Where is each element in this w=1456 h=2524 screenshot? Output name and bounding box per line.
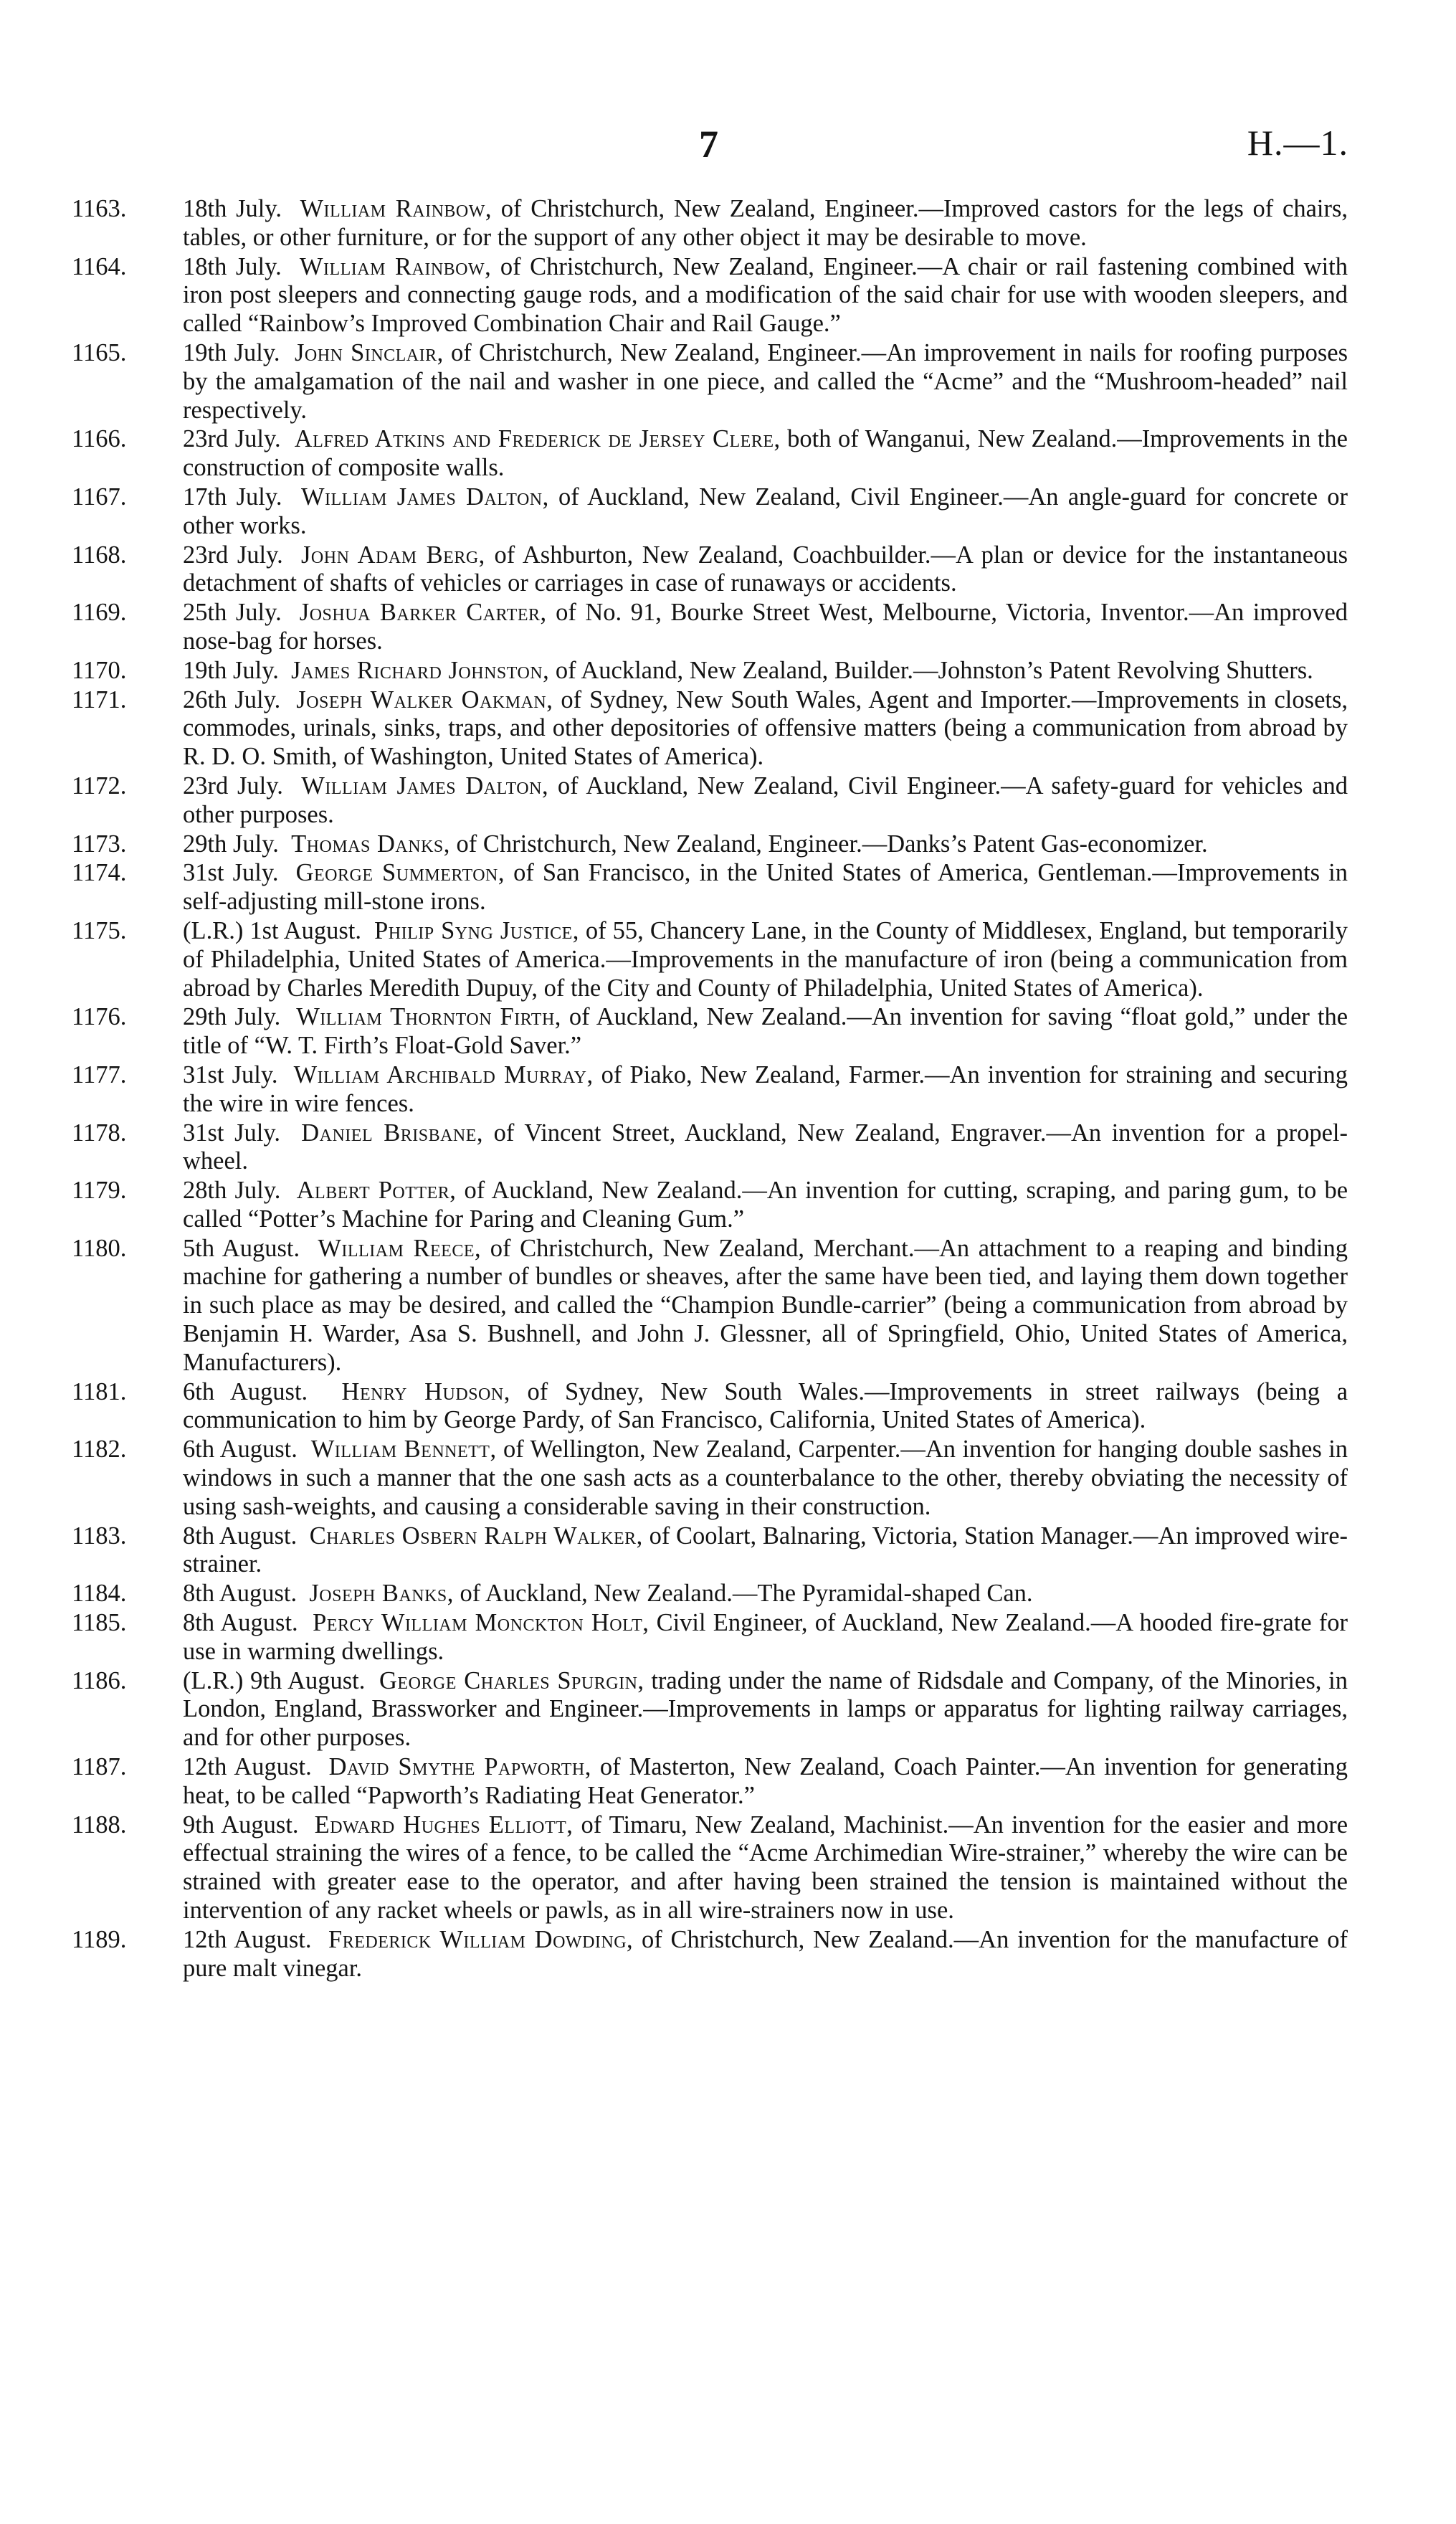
applicant-name: George Charles Spurgin, [379, 1666, 644, 1694]
entry-date: 18th July. [183, 195, 282, 222]
entry-number: 1181. [72, 1377, 127, 1405]
patent-entry [72, 917, 1348, 1002]
patent-entry [72, 859, 1348, 916]
entry-description: of Auckland, New Zealand.—The Pyramidal-shaped Can. [460, 1580, 1033, 1608]
entry-date: 29th July. [183, 1003, 281, 1031]
entry-description: of Auckland, New Zealand, Civil Engineer.—An angle-guard for concrete or other works. [183, 483, 1348, 539]
entry-description: of Christchurch, New Zealand.—An invention for the manufacture of pure malt vinegar. [183, 1925, 1348, 1982]
entry-number: 1171. [72, 685, 127, 713]
patent-entry [72, 425, 1348, 483]
entry-description: of Auckland, New Zealand.—An invention for cutting, scraping, and paring gum, to be called “Potter’s Machine for Paring and Cleaning Gum.” [183, 1177, 1348, 1233]
entry-date: 19th July. [183, 338, 280, 366]
entry-number: 1164. [72, 252, 127, 280]
applicant-name: George Summerton, [295, 859, 505, 887]
entry-description: Civil Engineer, of Auckland, New Zealand.—A hooded fire-grate for use in warming dwellings. [183, 1609, 1348, 1665]
entry-description: of Christchurch, New Zealand, Engineer.—An improvement in nails for roofing purposes by the amalgamation of the nail and washer in one piece, and called the “Acme” and the “Mushroom-headed” nail respectively. [183, 338, 1348, 424]
entry-description: of Auckland, New Zealand, Civil Engineer.—A safety-guard for vehicles and other purposes. [183, 772, 1348, 828]
entry-date: 29th July. [183, 830, 279, 858]
applicant-name: Charles Osbern Ralph Walker, [309, 1522, 643, 1550]
applicant-name: Frederick William Dowding, [328, 1925, 634, 1953]
patent-entry [72, 1119, 1348, 1177]
applicant-name: William Bennett, [310, 1436, 497, 1463]
entry-description: of Auckland, New Zealand.—An invention for saving “float gold,” under the title of “W. T. Firth’s Float-Gold Saver.” [183, 1003, 1348, 1060]
entry-date: (L.R.) 9th August. [183, 1666, 366, 1694]
patent-entry [72, 1378, 1348, 1436]
patent-entry [72, 1580, 1348, 1608]
entry-description: both of Wanganui, New Zealand.—Improvements in the construction of composite walls. [183, 425, 1348, 482]
entry-description: of Auckland, New Zealand, Builder.—Johnston’s Patent Revolving Shutters. [555, 656, 1313, 684]
applicant-name: Alfred Atkins and Frederick de Jersey Clere, [294, 425, 781, 453]
entry-description: of No. 91, Bourke Street West, Melbourne, Victoria, Inventor.—An improved nose-bag for horses. [183, 599, 1348, 655]
applicant-name: Henry Hudson, [341, 1377, 510, 1405]
entry-description: of 55, Chancery Lane, in the County of Middlesex, England, but temporarily of Philadelphia, United States of America.—Improvements in the manufacture of iron (being a communication from abroad by Charles Meredith Dupuy, of the City and County of Philadelphia, United States of America). [183, 916, 1348, 1002]
applicant-name: William Archibald Murray, [293, 1061, 594, 1088]
patent-entry [72, 599, 1348, 656]
applicant-name: William Thornton Firth, [296, 1003, 561, 1031]
entry-number: 1173. [72, 830, 127, 858]
entry-number: 1165. [72, 338, 127, 366]
entry-date: 31st July. [183, 1061, 278, 1088]
entry-description: of Christchurch, New Zealand, Engineer.—Improved castors for the legs of chairs, tables, or other furniture, or for the support of any other object it may be desirable to move. [183, 195, 1348, 251]
patent-entry [72, 686, 1348, 772]
entry-description: of Christchurch, New Zealand, Merchant.—An attachment to a reaping and binding machine for gathering a number of bundles or sheaves, after the same have been tied, and laying them down together in such place as may be desired, and called the “Champion Bundle-carrier” (being a communication from abroad by Benjamin H. Warder, Asa S. Bushnell, and John J. Glessner, all of Springfield, Ohio, United States of America, Manufacturers). [183, 1234, 1348, 1376]
patent-entry [72, 1061, 1348, 1119]
entry-date: 8th August. [183, 1609, 298, 1637]
entry-date: 23rd July. [183, 425, 281, 453]
entry-date: 28th July. [183, 1177, 281, 1205]
patent-entry [72, 830, 1348, 859]
applicant-name: John Adam Berg, [301, 541, 485, 569]
entry-number: 1188. [72, 1811, 127, 1839]
entry-date: 8th August. [183, 1580, 298, 1608]
applicant-name: William Reece, [318, 1234, 482, 1262]
patent-entry [72, 1235, 1348, 1377]
entry-description: trading under the name of Ridsdale and Company, of the Minories, in London, England, Brassworker and Engineer.—Improvements in lamps or apparatus for lighting railway carriages, and for other purposes. [183, 1666, 1348, 1752]
entry-number: 1183. [72, 1522, 127, 1550]
entry-number: 1180. [72, 1234, 127, 1262]
entry-date: 19th July. [183, 656, 279, 684]
entry-number: 1172. [72, 772, 127, 800]
entry-description: of Christchurch, New Zealand, Engineer.—Danks’s Patent Gas-economizer. [456, 830, 1208, 858]
entry-description: of San Francisco, in the United States of America, Gentleman.—Improvements in self-adjusting mill-stone irons. [183, 859, 1348, 916]
entry-number: 1182. [72, 1436, 127, 1463]
entry-description: of Sydney, New South Wales.—Improvements in street railways (being a communication to him by George Pardy, of San Francisco, California, United States of America). [183, 1377, 1348, 1434]
patent-entry [72, 1609, 1348, 1666]
entry-date: 26th July. [183, 685, 281, 713]
entry-number: 1189. [72, 1925, 127, 1953]
entry-date: 18th July. [183, 252, 282, 280]
entry-description: of Christchurch, New Zealand, Engineer.—A chair or rail fastening combined with iron post sleepers and connecting gauge rods, and a modification of the said chair for use with wooden sleepers, and called “Rainbow’s Improved Combination Chair and Rail Gauge.” [183, 252, 1348, 338]
entry-number: 1178. [72, 1119, 127, 1147]
patent-entry [72, 541, 1348, 599]
patent-entry [72, 1522, 1348, 1580]
entry-number: 1169. [72, 599, 127, 627]
applicant-name: David Smythe Papworth, [328, 1753, 591, 1781]
entry-number: 1179. [72, 1177, 127, 1205]
entry-number: 1168. [72, 541, 127, 569]
page-header [0, 122, 1456, 179]
applicant-name: Joseph Banks, [309, 1580, 454, 1608]
entry-date: 23rd July. [183, 541, 283, 569]
entry-description: of Wellington, New Zealand, Carpenter.—An invention for hanging double sashes in windows in such a manner that the one sash acts as a counterbalance to the other, thereby obviating the necessity of using sash-weights, and causing a considerable saving in their construction. [183, 1436, 1348, 1520]
applicant-name: Thomas Danks, [291, 830, 450, 858]
entry-date: (L.R.) 1st August. [183, 916, 362, 944]
entry-number: 1166. [72, 425, 127, 453]
entry-number: 1184. [72, 1580, 127, 1608]
applicant-name: William James Dalton, [301, 772, 549, 800]
patent-entry [72, 1436, 1348, 1521]
entry-number: 1185. [72, 1609, 127, 1637]
entry-number: 1170. [72, 656, 127, 684]
patent-entry [72, 339, 1348, 424]
applicant-name: Joshua Barker Carter, [299, 599, 547, 627]
applicant-name: Albert Potter, [296, 1177, 457, 1205]
patent-entry [72, 1003, 1348, 1061]
applicant-name: Percy William Monckton Holt, [313, 1609, 650, 1637]
patent-entry [72, 1811, 1348, 1925]
section-code: H.—1. [1247, 123, 1348, 163]
entry-number: 1177. [72, 1061, 127, 1088]
entry-description: of Masterton, New Zealand, Coach Painter.—An invention for generating heat, to be called “Papworth’s Radiating Heat Generator.” [183, 1753, 1348, 1809]
entry-number: 1187. [72, 1753, 127, 1781]
patent-entry [72, 1667, 1348, 1752]
entry-description: of Piako, New Zealand, Farmer.—An invention for straining and securing the wire in wire fences. [183, 1061, 1348, 1117]
entry-date: 6th August. [183, 1377, 308, 1405]
applicant-name: Joseph Walker Oakman, [296, 685, 553, 713]
entry-date: 5th August. [183, 1234, 300, 1262]
entry-number: 1186. [72, 1666, 127, 1694]
patent-entries-list [72, 195, 1348, 1983]
entry-description: of Vincent Street, Auckland, New Zealand, Engraver.—An invention for a propel-wheel. [183, 1119, 1348, 1175]
applicant-name: William James Dalton, [300, 483, 549, 511]
entry-date: 6th August. [183, 1436, 298, 1463]
entry-date: 31st July. [183, 859, 279, 887]
entry-description: of Timaru, New Zealand, Machinist.—An invention for the easier and more effectual straining the wires of a fence, to be called the “Acme Archimedian Wire-strainer,” whereby the wire can be strained with greater ease to the operator, and after having been strained the tension is maintained without the intervention of any racket wheels or pawls, as in all wire-strainers now in use. [183, 1811, 1348, 1925]
patent-entry [72, 1753, 1348, 1811]
entry-description: of Coolart, Balnaring, Victoria, Station Manager.—An improved wire-strainer. [183, 1522, 1348, 1578]
patent-entry [72, 772, 1348, 830]
entry-number: 1175. [72, 916, 127, 944]
entry-number: 1176. [72, 1003, 127, 1031]
applicant-name: William Rainbow, [299, 252, 492, 280]
entry-number: 1167. [72, 483, 127, 511]
entry-date: 8th August. [183, 1522, 298, 1550]
patent-entry [72, 1926, 1348, 1983]
applicant-name: Edward Hughes Elliott, [314, 1811, 574, 1839]
applicant-name: John Sinclair, [294, 338, 444, 366]
patent-entry [72, 1177, 1348, 1234]
applicant-name: Philip Syng Justice, [374, 916, 579, 944]
entry-description: of Sydney, New South Wales, Agent and Importer.—Improvements in closets, commodes, urinals, sinks, traps, and other depositories of offensive matters (being a communication from abroad by R. D. O. Smith, of Washington, United States of America). [183, 685, 1348, 771]
page-number: 7 [699, 123, 718, 166]
patent-entry [72, 253, 1348, 338]
patent-entry [72, 195, 1348, 252]
entry-date: 25th July. [183, 599, 282, 627]
entry-date: 9th August. [183, 1811, 299, 1839]
applicant-name: Daniel Brisbane, [301, 1119, 484, 1147]
entry-description: of Ashburton, New Zealand, Coachbuilder.—A plan or device for the instantaneous detachment of shafts of vehicles or carriages in case of runaways or accidents. [183, 541, 1348, 597]
entry-date: 23rd July. [183, 772, 283, 800]
patent-entry [72, 657, 1348, 685]
entry-date: 12th August. [183, 1753, 312, 1781]
entry-date: 17th July. [183, 483, 282, 511]
applicant-name: William Rainbow, [300, 195, 493, 222]
entry-number: 1163. [72, 195, 127, 222]
entry-number: 1174. [72, 859, 127, 887]
patent-entry [72, 483, 1348, 541]
entry-date: 31st July. [183, 1119, 281, 1147]
entry-date: 12th August. [183, 1925, 312, 1953]
applicant-name: James Richard Johnston, [291, 656, 550, 684]
